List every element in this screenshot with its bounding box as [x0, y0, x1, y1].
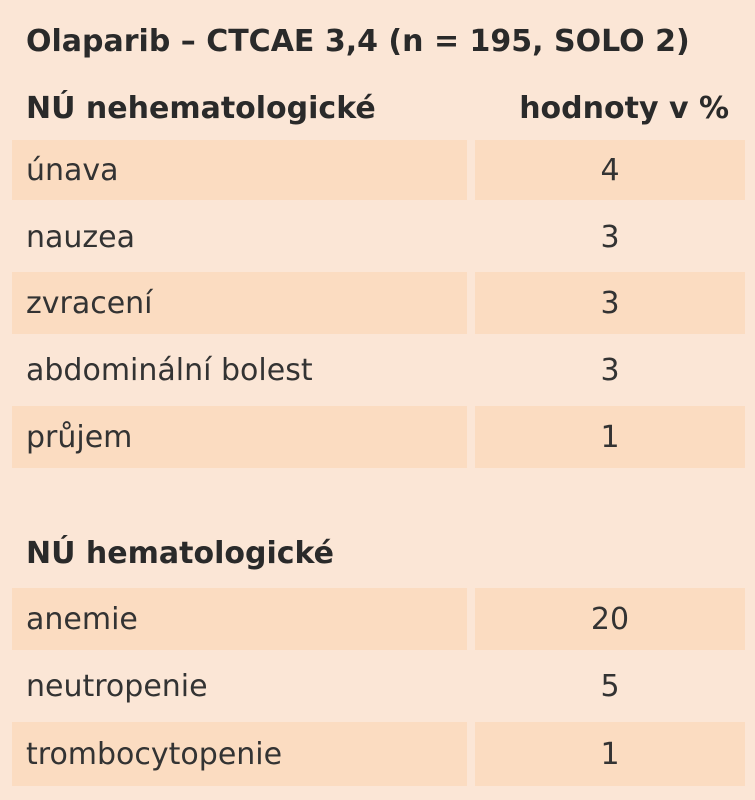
row-label: abdominální bolest [26, 352, 313, 388]
value-column-heading: hodnoty v % [519, 90, 729, 126]
table-row [0, 206, 755, 268]
table-row [0, 722, 755, 786]
section-header-row [0, 520, 755, 586]
table-row [0, 140, 755, 200]
row-value: 1 [475, 406, 745, 468]
row-value: 5 [600, 668, 620, 704]
table-row [0, 338, 755, 402]
table-row [0, 406, 755, 468]
section-header-row [0, 76, 755, 140]
section-heading-hematologic: NÚ hematologické [26, 535, 334, 571]
row-label: únava [12, 140, 467, 200]
row-value: 3 [475, 272, 745, 334]
row-label: neutropenie [26, 668, 208, 704]
table-row [0, 654, 755, 718]
row-label: nauzea [26, 219, 135, 255]
section-heading-nonhematologic: NÚ nehematologické [26, 90, 376, 126]
row-label: zvracení [12, 272, 467, 334]
table-title-row [0, 6, 755, 76]
row-value: 3 [600, 219, 620, 255]
row-value: 4 [475, 140, 745, 200]
table-row [0, 272, 755, 334]
row-value: 3 [600, 352, 620, 388]
table-row [0, 588, 755, 650]
row-label: průjem [12, 406, 467, 468]
row-value: 20 [475, 588, 745, 650]
table-title: Olaparib – CTCAE 3,4 (n = 195, SOLO 2) [26, 23, 690, 59]
row-value: 1 [475, 722, 745, 786]
row-label: anemie [12, 588, 467, 650]
row-label: trombocytopenie [12, 722, 467, 786]
